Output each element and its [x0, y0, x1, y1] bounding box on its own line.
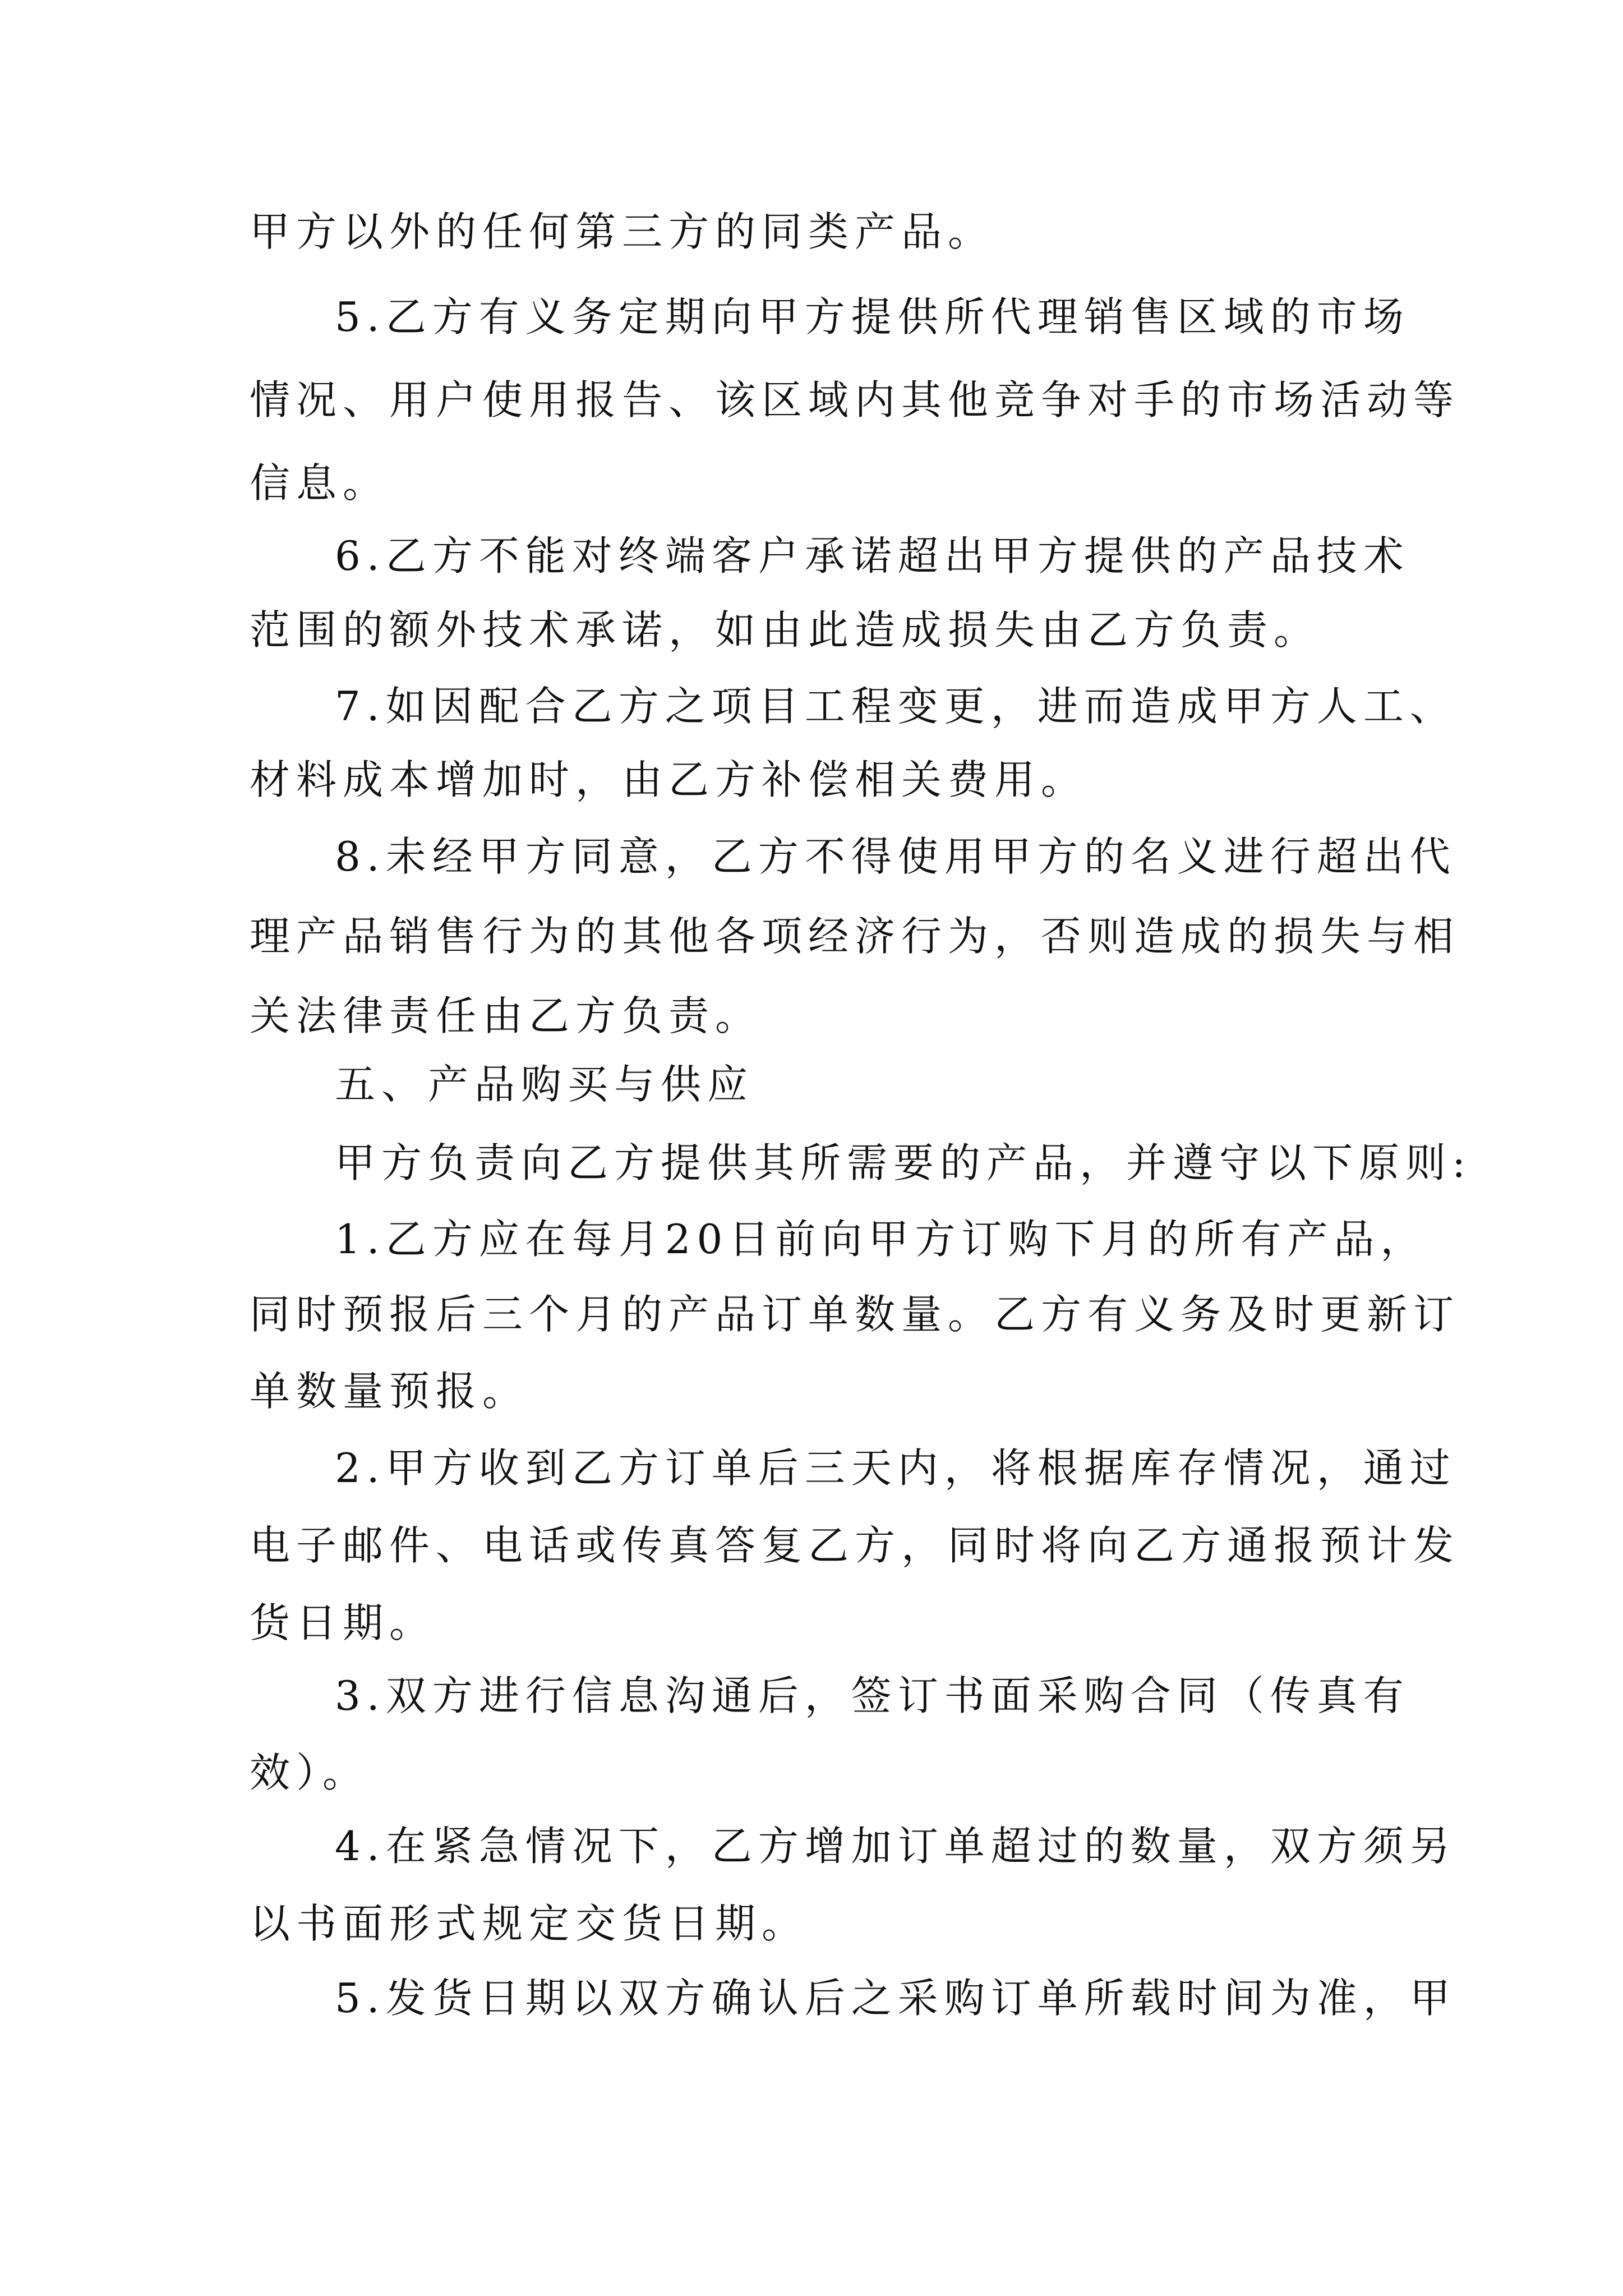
- text-line: 8.未经甲方同意，乙方不得使用甲方的名义进行超出代: [335, 833, 1456, 880]
- text-line: 电子邮件、电话或传真答复乙方，同时将向乙方通报预计发: [250, 1522, 1460, 1569]
- text-line: 材料成本增加时，由乙方补偿相关费用。: [250, 756, 1088, 803]
- text-line: 效）。: [250, 1749, 370, 1796]
- text-line: 理产品销售行为的其他各项经济行为，否则造成的损失与相: [250, 913, 1460, 960]
- text-line: 以书面形式规定交货日期。: [250, 1900, 809, 1947]
- text-line: 甲方以外的任何第三方的同类产品。: [250, 208, 995, 255]
- section-heading: 五、产品购买与供应: [335, 1061, 754, 1108]
- text-line: 1.乙方应在每月20日前向甲方订购下月的所有产品，: [335, 1216, 1427, 1263]
- text-line: 范围的额外技术承诺，如由此造成损失由乙方负责。: [250, 606, 1321, 654]
- text-line: 5.发货日期以双方确认后之采购订单所载时间为准，甲: [335, 1975, 1456, 2022]
- text-line: 5.乙方有义务定期向甲方提供所代理销售区域的市场: [335, 293, 1410, 341]
- text-line: 货日期。: [250, 1599, 436, 1646]
- text-line: 甲方负责向乙方提供其所需要的产品，并遵守以下原则:: [335, 1139, 1472, 1186]
- text-line: 情况、用户使用报告、该区域内其他竞争对手的市场活动等: [250, 376, 1460, 424]
- text-line: 2.甲方收到乙方订单后三天内，将根据库存情况，通过: [335, 1444, 1456, 1492]
- text-line: 4.在紧急情况下，乙方增加订单超过的数量，双方须另: [335, 1823, 1456, 1870]
- text-line: 同时预报后三个月的产品订单数量。乙方有义务及时更新订: [250, 1291, 1460, 1338]
- text-line: 关法律责任由乙方负责。: [250, 992, 762, 1039]
- text-line: 7.如因配合乙方之项目工程变更，进而造成甲方人工、: [335, 683, 1456, 730]
- text-line: 6.乙方不能对终端客户承诺超出甲方提供的产品技术: [335, 532, 1410, 579]
- text-line: 信息。: [250, 459, 390, 507]
- text-line: 3.双方进行信息沟通后，签订书面采购合同（传真有: [335, 1672, 1410, 1719]
- text-line: 单数量预报。: [250, 1368, 529, 1415]
